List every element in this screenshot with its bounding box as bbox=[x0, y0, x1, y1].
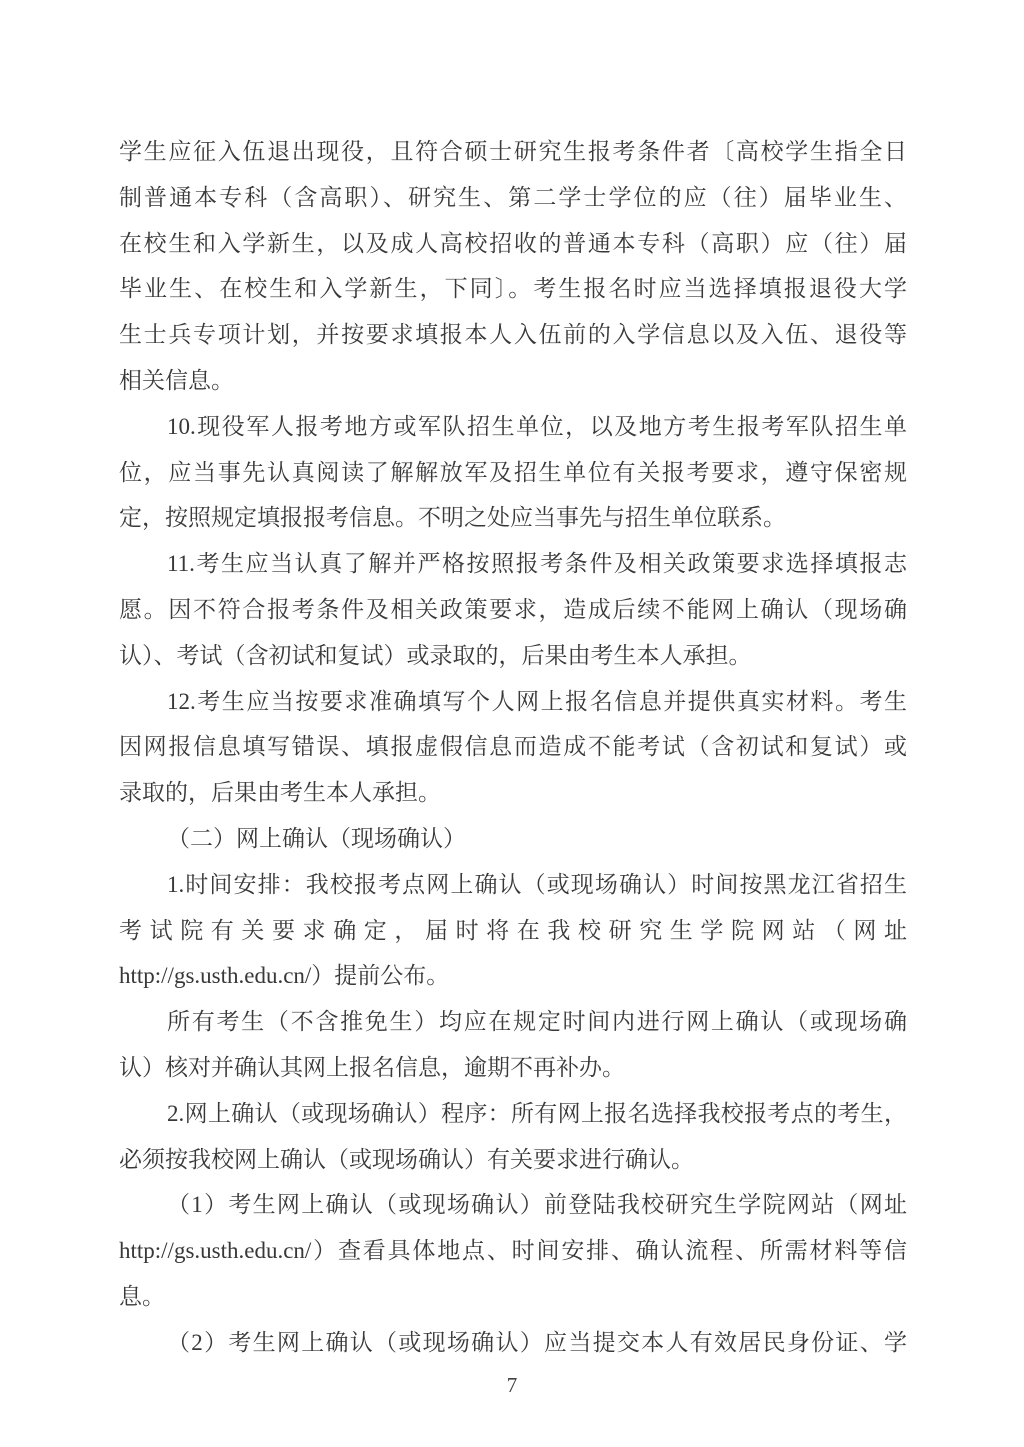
paragraph-item-11 bbox=[119, 541, 907, 678]
heading-line: （二）网上确认（现场确认） bbox=[167, 825, 466, 851]
text-line: 考试院有关要求确定，届时将在我校研究生学院网站（网址 bbox=[119, 917, 907, 943]
paragraph-item-paren-2 bbox=[119, 1320, 907, 1366]
text-line: 定，按照规定填报报考信息。不明之处应当事先与招生单位联系。 bbox=[119, 505, 786, 531]
text-line: 因网报信息填写错误、填报虚假信息而造成不能考试（含初试和复试）或 bbox=[119, 734, 907, 760]
paragraph-item-10 bbox=[119, 404, 907, 541]
text-line: （1）考生网上确认（或现场确认）前登陆我校研究生学院网站（网址 bbox=[167, 1192, 907, 1218]
text-line: http://gs.usth.edu.cn/）查看具体地点、时间安排、确认流程、所需材料等信 bbox=[119, 1238, 907, 1264]
text-line: 必须按我校网上确认（或现场确认）有关要求进行确认。 bbox=[119, 1146, 694, 1172]
text-line: 1.时间安排：我校报考点网上确认（或现场确认）时间按黑龙江省招生 bbox=[167, 871, 907, 897]
text-line: 12.考生应当按要求准确填写个人网上报名信息并提供真实材料。考生 bbox=[167, 688, 907, 714]
text-line: 10.现役军人报考地方或军队招生单位，以及地方考生报考军队招生单 bbox=[167, 413, 907, 439]
text-line: 录取的，后果由考生本人承担。 bbox=[119, 780, 441, 806]
text-line: 认）核对并确认其网上报名信息，逾期不再补办。 bbox=[119, 1054, 625, 1080]
text-line: 认）、考试（含初试和复试）或录取的，后果由考生本人承担。 bbox=[119, 642, 752, 668]
text-line: 11.考生应当认真了解并严格按照报考条件及相关政策要求选择填报志 bbox=[167, 551, 907, 577]
text-line: 所有考生（不含推免生）均应在规定时间内进行网上确认（或现场确 bbox=[167, 1009, 907, 1035]
section-heading bbox=[119, 816, 907, 862]
text-line: 愿。因不符合报考条件及相关政策要求，造成后续不能网上确认（现场确 bbox=[119, 596, 907, 622]
text-line: http://gs.usth.edu.cn/）提前公布。 bbox=[119, 963, 450, 989]
text-line: 位，应当事先认真阅读了解解放军及招生单位有关报考要求，遵守保密规 bbox=[119, 459, 907, 485]
paragraph-item-1 bbox=[119, 862, 907, 999]
text-line: （2）考生网上确认（或现场确认）应当提交本人有效居民身份证、学 bbox=[167, 1329, 907, 1355]
text-line: 生士兵专项计划，并按要求填报本人入伍前的入学信息以及入伍、退役等 bbox=[119, 322, 907, 348]
paragraph-item-2 bbox=[119, 1091, 907, 1183]
text-line: 制普通本专科（含高职）、研究生、第二学士学位的应（往）届毕业生、 bbox=[119, 184, 907, 210]
document-body bbox=[119, 129, 907, 1366]
text-line: 相关信息。 bbox=[119, 367, 234, 393]
paragraph-item-12 bbox=[119, 679, 907, 816]
paragraph-all-candidates bbox=[119, 999, 907, 1091]
page-number: 7 bbox=[506, 1373, 518, 1397]
text-line: 在校生和入学新生，以及成人高校招收的普通本专科（高职）应（往）届 bbox=[119, 230, 907, 256]
text-line: 学生应征入伍退出现役，且符合硕士研究生报考条件者〔高校学生指全日 bbox=[119, 139, 907, 164]
paragraph-item-paren-1 bbox=[119, 1182, 907, 1319]
text-line: 毕业生、在校生和入学新生，下同〕。考生报名时应当选择填报退役大学 bbox=[119, 276, 907, 302]
paragraph-continuation bbox=[119, 129, 907, 404]
text-line: 2.网上确认（或现场确认）程序：所有网上报名选择我校报考点的考生， bbox=[167, 1100, 907, 1126]
text-line: 息。 bbox=[119, 1283, 165, 1309]
